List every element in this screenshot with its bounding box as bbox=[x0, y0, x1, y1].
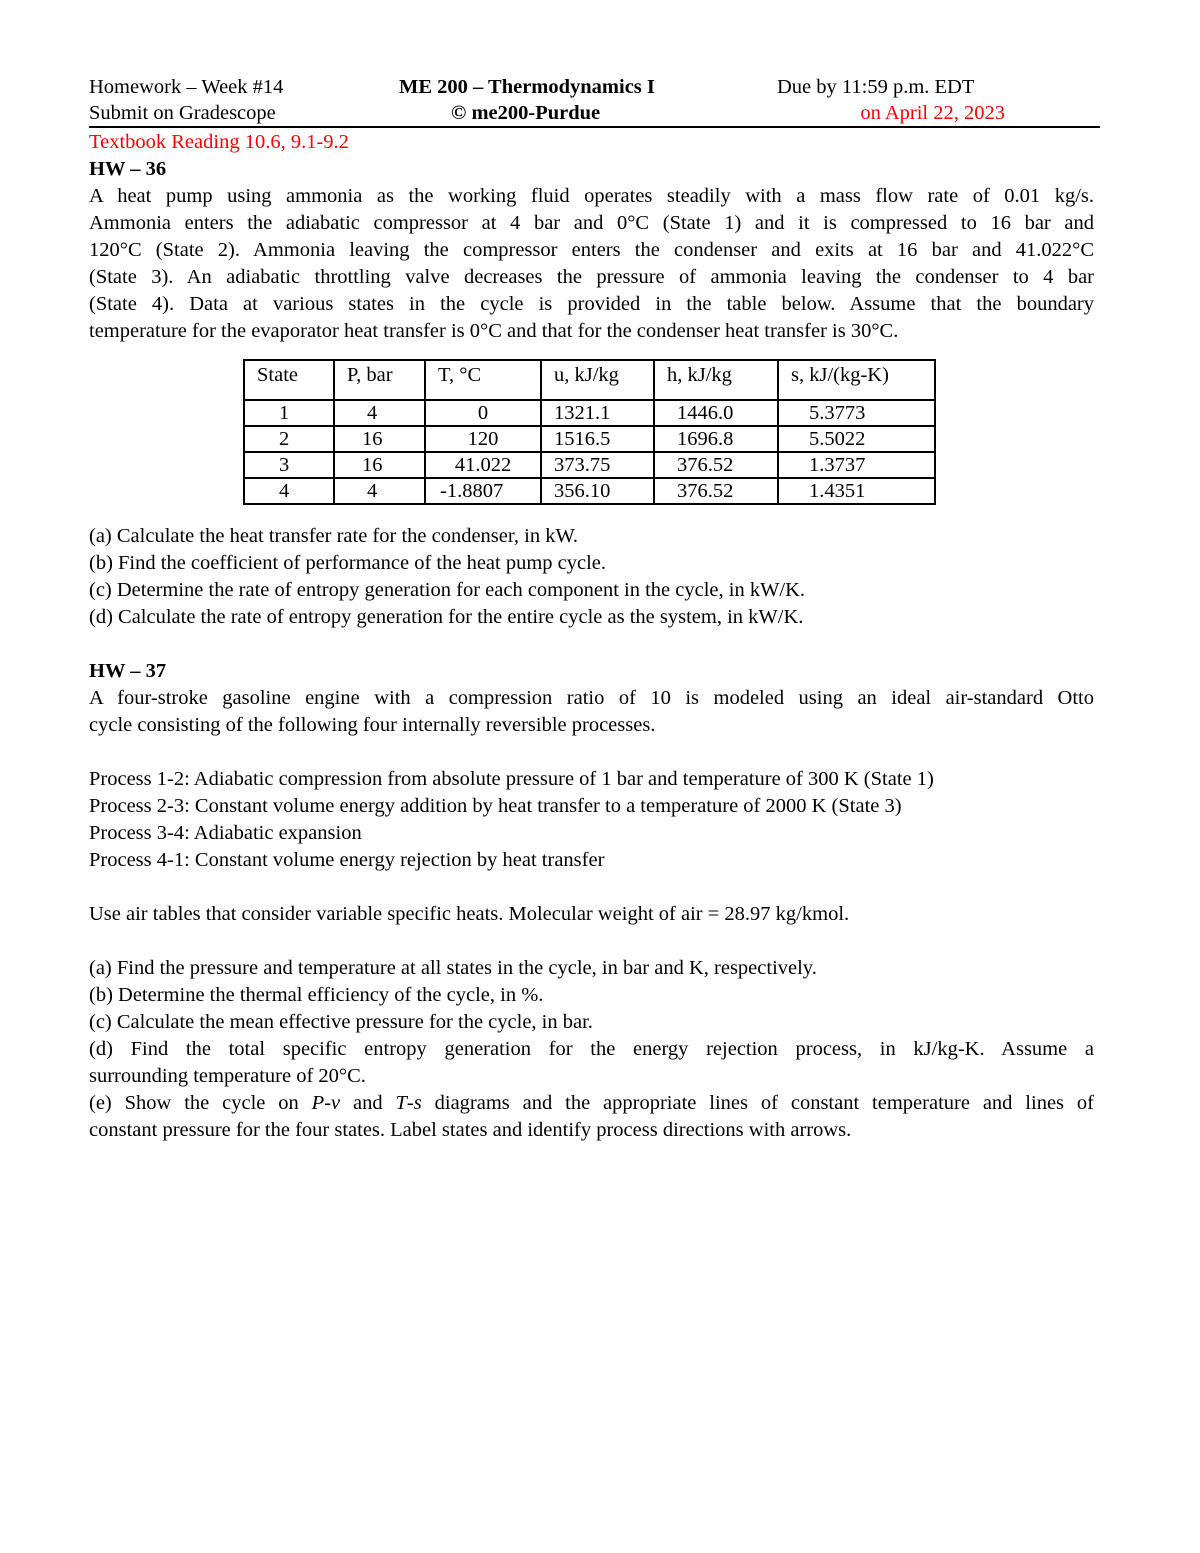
page-header bbox=[89, 74, 1100, 128]
table-cell: 1 bbox=[244, 400, 334, 426]
hw37-question-d-line1: (d) Find the total specific entropy generation for the energy rejection process, in kJ/kg-K. Assume a bbox=[89, 1038, 1094, 1060]
hw37-process: Process 1-2: Adiabatic compression from absolute pressure of 1 bar and temperature of 300 K (State 1) bbox=[89, 768, 934, 790]
table-header-cell: h, kJ/kg bbox=[654, 360, 778, 400]
submission-info: Submit on Gradescope bbox=[89, 102, 276, 124]
hw36-line: (State 3). An adiabatic throttling valve decreases the pressure of ammonia leaving the condenser to 4 bar bbox=[89, 266, 1094, 288]
textbook-reading: Textbook Reading 10.6, 9.1-9.2 bbox=[89, 131, 349, 153]
hw37-question-e-line1 bbox=[89, 1090, 1094, 1117]
table-cell: 1321.1 bbox=[541, 400, 654, 426]
hw36-line: temperature for the evaporator heat transfer is 0°C and that for the condenser heat transfer is 30°C. bbox=[89, 320, 899, 342]
question-e-text: (e) Show the cycle on bbox=[89, 1092, 312, 1114]
table-cell: 16 bbox=[334, 452, 425, 478]
course-week-label: Homework – Week #14 bbox=[89, 76, 284, 98]
spacer bbox=[89, 739, 1094, 766]
table-row bbox=[244, 478, 935, 504]
table-cell: 2 bbox=[244, 426, 334, 452]
table-cell: 356.10 bbox=[541, 478, 654, 504]
table-header-cell: State bbox=[244, 360, 334, 400]
table-header-row bbox=[244, 360, 935, 400]
table-cell: 373.75 bbox=[541, 452, 654, 478]
spacer bbox=[89, 631, 1094, 658]
spacer bbox=[89, 874, 1094, 901]
dash: - bbox=[324, 1092, 332, 1114]
hw37-question-e-line2: constant pressure for the four states. Label states and identify process directions with arrows. bbox=[89, 1119, 852, 1141]
table-cell: 4 bbox=[244, 478, 334, 504]
table-row bbox=[244, 452, 935, 478]
table-cell: 1.3737 bbox=[778, 452, 935, 478]
document-body bbox=[89, 129, 1094, 1144]
table-cell: 120 bbox=[425, 426, 541, 452]
table-row bbox=[244, 426, 935, 452]
question-e-text: and bbox=[340, 1092, 396, 1114]
hw36-line: A heat pump using ammonia as the working fluid operates steadily with a mass flow rate of 0.01 kg/s. bbox=[89, 185, 1094, 207]
table-cell: 3 bbox=[244, 452, 334, 478]
due-date: on April 22, 2023 bbox=[860, 102, 1005, 124]
table-cell: 1446.0 bbox=[654, 400, 778, 426]
copyright-notice: © me200-Purdue bbox=[451, 102, 601, 124]
table-header-cell: T, °C bbox=[425, 360, 541, 400]
table-cell: 376.52 bbox=[654, 478, 778, 504]
hw37-process: Process 2-3: Constant volume energy addition by heat transfer to a temperature of 2000 K (State 3) bbox=[89, 795, 902, 817]
table-cell: 5.5022 bbox=[778, 426, 935, 452]
table-cell: 0 bbox=[425, 400, 541, 426]
hw37-note: Use air tables that consider variable specific heats. Molecular weight of air = 28.97 kg/kmol. bbox=[89, 903, 850, 925]
course-title: ME 200 – Thermodynamics I bbox=[399, 76, 655, 98]
hw36-question: (a) Calculate the heat transfer rate for the condenser, in kW. bbox=[89, 525, 579, 547]
pressure-symbol: P bbox=[311, 1092, 325, 1114]
dash: - bbox=[406, 1092, 414, 1114]
spacer bbox=[89, 928, 1094, 955]
hw36-question: (c) Determine the rate of entropy generation for each component in the cycle, in kW/K. bbox=[89, 579, 806, 601]
table-cell: 5.3773 bbox=[778, 400, 935, 426]
table-header-cell: s, kJ/(kg-K) bbox=[778, 360, 935, 400]
table-row bbox=[244, 400, 935, 426]
entropy-symbol: s bbox=[413, 1092, 422, 1114]
hw36-question: (d) Calculate the rate of entropy generation for the entire cycle as the system, in kW/K. bbox=[89, 606, 804, 628]
table-cell: 4 bbox=[334, 400, 425, 426]
question-e-text: diagrams and the appropriate lines of constant temperature and lines of bbox=[421, 1092, 1094, 1114]
table-cell: -1.8807 bbox=[425, 478, 541, 504]
hw37-question-b: (b) Determine the thermal efficiency of the cycle, in %. bbox=[89, 984, 544, 1006]
hw36-line: Ammonia enters the adiabatic compressor at 4 bar and 0°C (State 1) and it is compressed to 16 bar and bbox=[89, 212, 1094, 234]
due-time: Due by 11:59 p.m. EDT bbox=[777, 76, 975, 98]
hw37-title: HW – 37 bbox=[89, 660, 167, 682]
hw37-intro-line: cycle consisting of the following four internally reversible processes. bbox=[89, 714, 656, 736]
table-cell: 1516.5 bbox=[541, 426, 654, 452]
hw37-question-a: (a) Find the pressure and temperature at all states in the cycle, in bar and K, respectively. bbox=[89, 957, 817, 979]
volume-symbol: v bbox=[331, 1092, 341, 1114]
hw36-title: HW – 36 bbox=[89, 158, 167, 180]
table-cell: 376.52 bbox=[654, 452, 778, 478]
hw36-line: (State 4). Data at various states in the cycle is provided in the table below. Assume that the boundary bbox=[89, 293, 1094, 315]
hw37-process: Process 3-4: Adiabatic expansion bbox=[89, 822, 362, 844]
hw37-process: Process 4-1: Constant volume energy rejection by heat transfer bbox=[89, 849, 605, 871]
table-header-cell: u, kJ/kg bbox=[541, 360, 654, 400]
hw37-question-d-line2: surrounding temperature of 20°C. bbox=[89, 1065, 366, 1087]
table-cell: 16 bbox=[334, 426, 425, 452]
state-data-table bbox=[243, 359, 936, 505]
table-header-cell: P, bar bbox=[334, 360, 425, 400]
table-cell: 1696.8 bbox=[654, 426, 778, 452]
table-cell: 4 bbox=[334, 478, 425, 504]
table-cell: 1.4351 bbox=[778, 478, 935, 504]
hw36-question: (b) Find the coefficient of performance of the heat pump cycle. bbox=[89, 552, 607, 574]
table-cell: 41.022 bbox=[425, 452, 541, 478]
temperature-symbol: T bbox=[395, 1092, 407, 1114]
hw37-intro-line: A four-stroke gasoline engine with a compression ratio of 10 is modeled using an ideal air-standard Otto bbox=[89, 687, 1094, 709]
hw36-line: 120°C (State 2). Ammonia leaving the compressor enters the condenser and exits at 16 bar and 41.022°C bbox=[89, 239, 1094, 261]
hw37-question-c: (c) Calculate the mean effective pressure for the cycle, in bar. bbox=[89, 1011, 593, 1033]
